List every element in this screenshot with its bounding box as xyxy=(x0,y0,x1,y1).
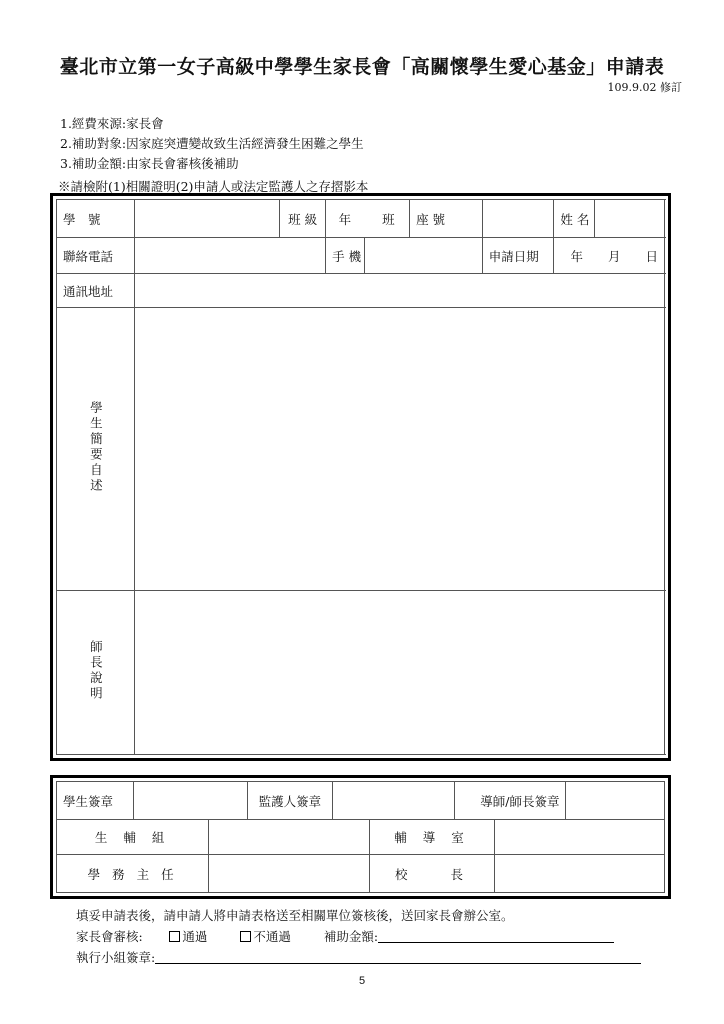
pass-checkbox[interactable] xyxy=(169,931,180,942)
address-field[interactable] xyxy=(134,274,664,308)
student-sign-label: 學生簽章 xyxy=(57,782,134,820)
revision-date: 109.9.02 修訂 xyxy=(607,81,682,94)
principal-field[interactable] xyxy=(495,855,665,893)
rule-item: 1.經費來源:家長會 xyxy=(60,116,164,131)
fail-checkbox[interactable] xyxy=(240,931,251,942)
guidance-group-field[interactable] xyxy=(209,820,369,855)
mobile-label: 手 機 xyxy=(326,238,365,274)
name-label: 姓 名 xyxy=(554,200,595,238)
counseling-label: 輔 導 室 xyxy=(369,820,495,855)
page-number: 5 xyxy=(358,975,366,987)
teacher-sign-label: 導師/師長簽章 xyxy=(454,782,566,820)
guardian-sign-label: 監護人簽章 xyxy=(247,782,332,820)
exec-row xyxy=(76,948,641,966)
director-label: 學 務 主 任 xyxy=(57,855,209,893)
apply-date-label: 申請日期 xyxy=(482,238,554,274)
statement-label: 學生簡要自述 xyxy=(57,308,135,591)
principal-label: 校 長 xyxy=(369,855,495,893)
application-table xyxy=(50,193,671,761)
class-field[interactable]: 年 班 xyxy=(326,200,410,238)
pass-label: 通過 xyxy=(182,929,208,944)
footer-instruction: 填妥申請表後，請申請人將申請表格送至相關單位簽核後，送回家長會辦公室。 xyxy=(76,908,514,923)
fail-label: 不通過 xyxy=(253,929,291,944)
statement-field[interactable] xyxy=(134,308,664,591)
attachment-note: ※請檢附(1)相關證明(2)申請人或法定監護人之存摺影本 xyxy=(58,179,369,194)
exec-label: 執行小組簽章: xyxy=(76,950,156,965)
student-sign-field[interactable] xyxy=(134,782,248,820)
teacher-note-label: 師長說明 xyxy=(57,591,135,755)
name-field[interactable] xyxy=(595,200,665,238)
director-field[interactable] xyxy=(209,855,369,893)
guidance-group-label: 生 輔 組 xyxy=(57,820,209,855)
seat-field[interactable] xyxy=(482,200,554,238)
rule-item: 3.補助金額:由家長會審核後補助 xyxy=(60,156,239,171)
class-label: 班 級 xyxy=(280,200,326,238)
rule-item: 2.補助對象:因家庭突遭變故致生活經濟發生困難之學生 xyxy=(60,136,364,151)
teacher-note-field[interactable] xyxy=(134,591,664,755)
address-label: 通訊地址 xyxy=(57,274,135,308)
counseling-field[interactable] xyxy=(495,820,665,855)
teacher-sign-field[interactable] xyxy=(566,782,665,820)
rules-list xyxy=(60,114,364,174)
student-id-label: 學 號 xyxy=(57,200,135,238)
student-id-field[interactable] xyxy=(134,200,279,238)
seat-label: 座 號 xyxy=(410,200,483,238)
exec-sign-field[interactable] xyxy=(155,951,641,964)
review-row xyxy=(76,927,614,945)
amount-label: 補助金額: xyxy=(323,929,379,944)
form-title: 臺北市立第一女子高級中學學生家長會「高關懷學生愛心基金」申請表 xyxy=(59,56,665,78)
phone-label: 聯絡電話 xyxy=(57,238,135,274)
phone-field[interactable] xyxy=(134,238,325,274)
mobile-field[interactable] xyxy=(365,238,483,274)
signature-table xyxy=(50,775,671,899)
apply-date-field[interactable]: 年 月 日 xyxy=(554,238,665,274)
guardian-sign-field[interactable] xyxy=(333,782,455,820)
amount-field[interactable] xyxy=(378,930,614,943)
review-label: 家長會審核: xyxy=(76,929,143,944)
